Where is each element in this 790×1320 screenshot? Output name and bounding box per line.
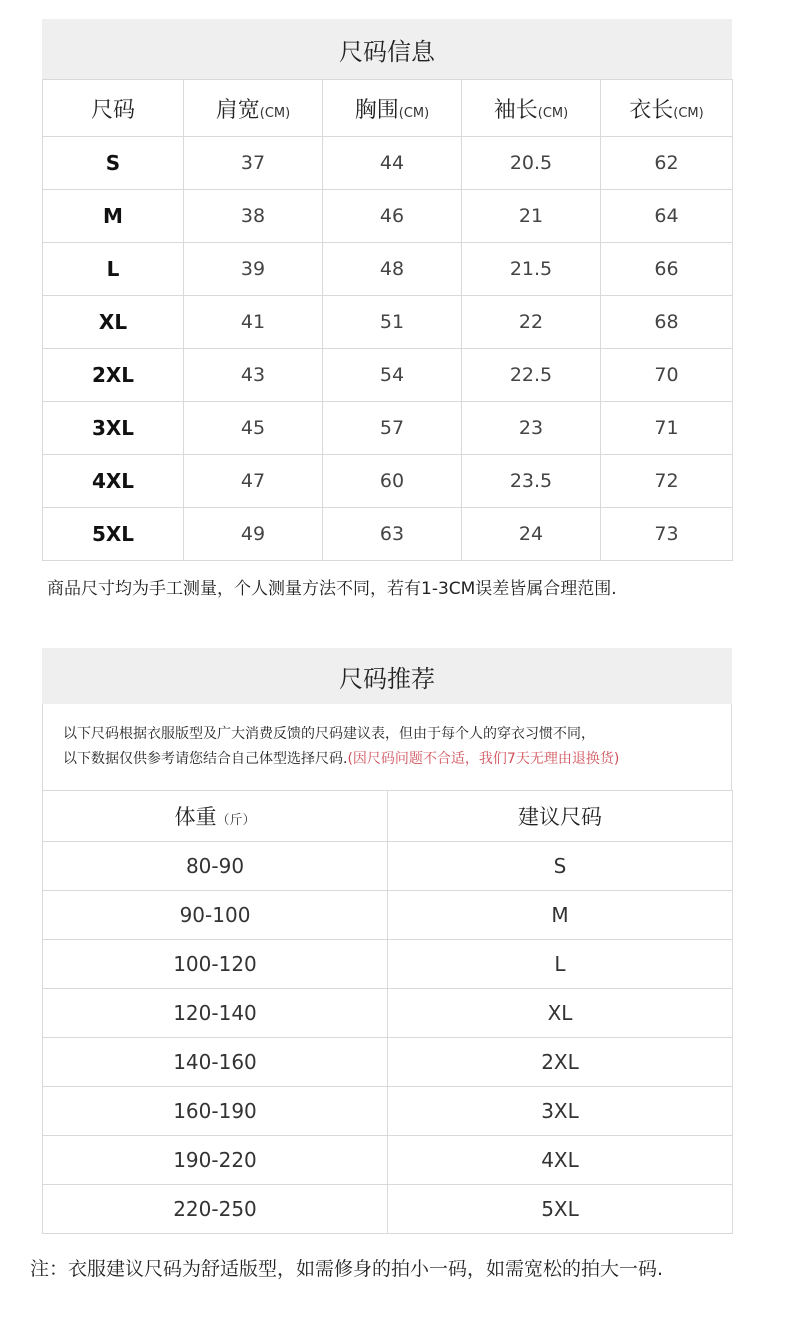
- shoulder-cell: 47: [184, 455, 323, 508]
- size-cell: S: [43, 137, 184, 190]
- sleeve-cell: 22: [462, 296, 601, 349]
- table-row: [43, 891, 733, 940]
- recommend-description: [42, 704, 732, 790]
- recommended-size-cell: L: [388, 940, 733, 989]
- table-row: [43, 455, 733, 508]
- table-row: [43, 508, 733, 561]
- table-row: [43, 1038, 733, 1087]
- table-row: [43, 989, 733, 1038]
- table-row: [43, 1136, 733, 1185]
- chest-cell: 57: [323, 402, 462, 455]
- table-row: [43, 243, 733, 296]
- chest-cell: 63: [323, 508, 462, 561]
- chest-cell: 48: [323, 243, 462, 296]
- size-cell: L: [43, 243, 184, 296]
- header-recommended-size: 建议尺码: [388, 791, 733, 842]
- header-length: 衣长(CM): [601, 80, 733, 137]
- measurement-note: 商品尺寸均为手工测量，个人测量方法不同，若有1-3CM误差皆属合理范围.: [47, 579, 617, 599]
- size-info-title: 尺码信息: [42, 19, 732, 79]
- sleeve-cell: 20.5: [462, 137, 601, 190]
- header-shoulder: 肩宽(CM): [184, 80, 323, 137]
- length-cell: 71: [601, 402, 733, 455]
- size-cell: 3XL: [43, 402, 184, 455]
- chest-cell: 54: [323, 349, 462, 402]
- length-cell: 66: [601, 243, 733, 296]
- table-row: [43, 940, 733, 989]
- size-cell: 2XL: [43, 349, 184, 402]
- weight-cell: 100-120: [43, 940, 388, 989]
- sleeve-cell: 21: [462, 190, 601, 243]
- length-cell: 62: [601, 137, 733, 190]
- sleeve-cell: 23: [462, 402, 601, 455]
- weight-cell: 160-190: [43, 1087, 388, 1136]
- shoulder-cell: 43: [184, 349, 323, 402]
- header-weight: 体重（斤）: [43, 791, 388, 842]
- length-cell: 70: [601, 349, 733, 402]
- size-cell: M: [43, 190, 184, 243]
- size-cell: XL: [43, 296, 184, 349]
- weight-cell: 220-250: [43, 1185, 388, 1234]
- length-cell: 64: [601, 190, 733, 243]
- recommended-size-cell: 4XL: [388, 1136, 733, 1185]
- shoulder-cell: 39: [184, 243, 323, 296]
- size-info-table: [42, 79, 733, 561]
- size-info-panel: [42, 19, 732, 561]
- length-cell: 73: [601, 508, 733, 561]
- table-row: [43, 296, 733, 349]
- table-row: [43, 402, 733, 455]
- size-cell: 4XL: [43, 455, 184, 508]
- recommended-size-cell: 2XL: [388, 1038, 733, 1087]
- size-recommend-panel: [42, 648, 732, 1234]
- table-row: [43, 137, 733, 190]
- table-row: [43, 190, 733, 243]
- header-size: 尺码: [43, 80, 184, 137]
- weight-cell: 140-160: [43, 1038, 388, 1087]
- sleeve-cell: 21.5: [462, 243, 601, 296]
- length-cell: 72: [601, 455, 733, 508]
- table-row: [43, 1087, 733, 1136]
- recommend-desc-line2: [63, 747, 731, 772]
- shoulder-cell: 37: [184, 137, 323, 190]
- recommend-desc-text: 以下数据仅供参考请您结合自己体型选择尺码.: [63, 751, 348, 767]
- shoulder-cell: 45: [184, 402, 323, 455]
- weight-cell: 90-100: [43, 891, 388, 940]
- table-row: [43, 842, 733, 891]
- sleeve-cell: 24: [462, 508, 601, 561]
- size-info-header-row: [43, 80, 733, 137]
- header-sleeve: 袖长(CM): [462, 80, 601, 137]
- recommended-size-cell: 5XL: [388, 1185, 733, 1234]
- recommend-header-row: [43, 791, 733, 842]
- recommended-size-cell: 3XL: [388, 1087, 733, 1136]
- recommended-size-cell: XL: [388, 989, 733, 1038]
- length-cell: 68: [601, 296, 733, 349]
- return-policy-text: (因尺码问题不合适，我们7天无理由退换货): [347, 751, 620, 767]
- recommended-size-cell: M: [388, 891, 733, 940]
- chest-cell: 46: [323, 190, 462, 243]
- sleeve-cell: 23.5: [462, 455, 601, 508]
- sleeve-cell: 22.5: [462, 349, 601, 402]
- fit-advice-note: 注：衣服建议尺码为舒适版型，如需修身的拍小一码，如需宽松的拍大一码.: [30, 1258, 664, 1280]
- chest-cell: 44: [323, 137, 462, 190]
- chest-cell: 60: [323, 455, 462, 508]
- weight-cell: 120-140: [43, 989, 388, 1038]
- size-cell: 5XL: [43, 508, 184, 561]
- table-row: [43, 349, 733, 402]
- weight-cell: 190-220: [43, 1136, 388, 1185]
- size-recommend-table: [42, 790, 733, 1234]
- header-chest: 胸围(CM): [323, 80, 462, 137]
- recommended-size-cell: S: [388, 842, 733, 891]
- weight-cell: 80-90: [43, 842, 388, 891]
- shoulder-cell: 49: [184, 508, 323, 561]
- shoulder-cell: 38: [184, 190, 323, 243]
- chest-cell: 51: [323, 296, 462, 349]
- recommend-desc-line1: 以下尺码根据衣服版型及广大消费反馈的尺码建议表，但由于每个人的穿衣习惯不同，: [63, 726, 595, 742]
- size-recommend-title: 尺码推荐: [42, 648, 732, 704]
- shoulder-cell: 41: [184, 296, 323, 349]
- table-row: [43, 1185, 733, 1234]
